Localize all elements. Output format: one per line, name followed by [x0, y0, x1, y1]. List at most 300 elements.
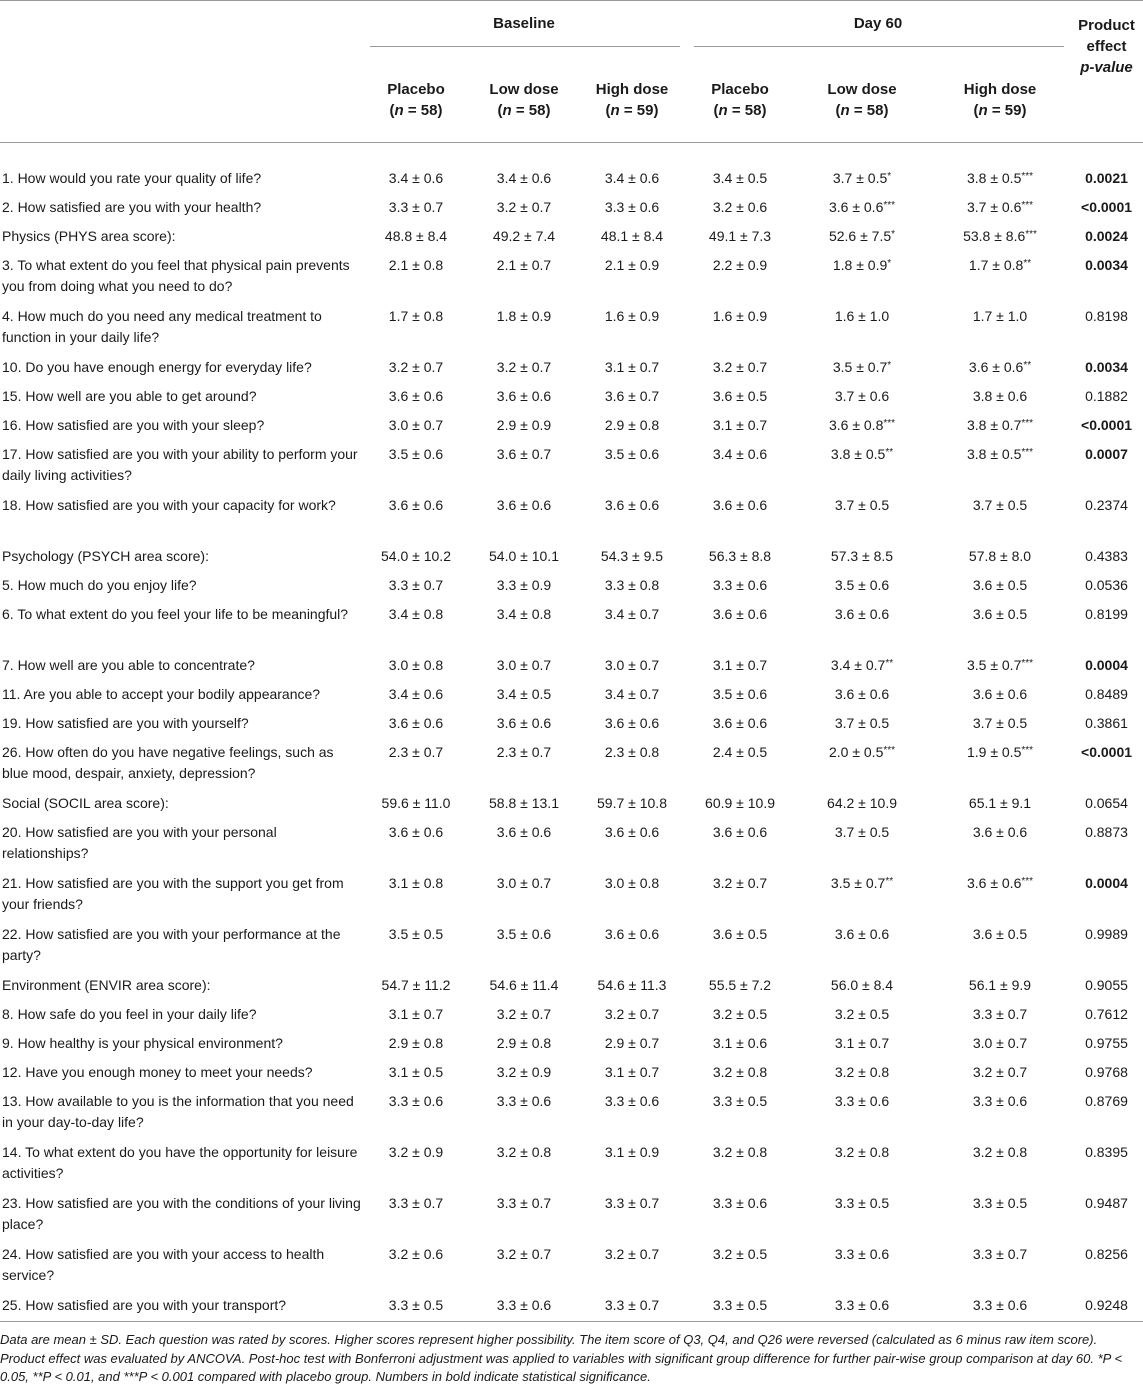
value-cell: [686, 652, 794, 681]
value-cell: [686, 165, 794, 194]
value-cell: [470, 1030, 578, 1059]
value-cell: [362, 1030, 470, 1059]
pvalue-cell: 0.8873: [1085, 824, 1128, 840]
value-text: 2.9 ± 0.8: [496, 1035, 552, 1051]
row-question-label: 18. How satisfied are you with your capacity for work?: [2, 497, 336, 513]
value-cell: [930, 572, 1070, 601]
day60-group-header: [686, 1, 1070, 62]
value-cell: [686, 252, 794, 303]
value-cell: [794, 1190, 930, 1241]
value-cell: [362, 572, 470, 601]
pvalue-cell: 0.7612: [1085, 1006, 1128, 1022]
value-text: 3.1 ± 0.7: [712, 417, 768, 433]
table-row: [0, 1088, 1143, 1139]
table-body: [0, 143, 1143, 1322]
value-cell: [794, 303, 930, 354]
row-question-label: 13. How available to you is the information that you need in your day-to-day life?: [2, 1093, 354, 1130]
significance-stars: **: [885, 658, 894, 669]
value-cell: [578, 572, 686, 601]
value-text: 2.1 ± 0.9: [604, 257, 660, 273]
table-row: [0, 921, 1143, 972]
value-text: 3.4 ± 0.6: [496, 170, 552, 186]
value-cell: [470, 252, 578, 303]
value-text: 1.7 ± 0.8: [388, 308, 444, 324]
value-cell: [794, 870, 930, 921]
value-cell: [686, 790, 794, 819]
value-text: 3.3 ± 0.7: [972, 1246, 1028, 1262]
value-cell: [794, 1292, 930, 1322]
significance-stars: **: [885, 876, 894, 887]
row-question-label: 23. How satisfied are you with the conditions of your living place?: [2, 1195, 361, 1232]
value-text: 2.9 ± 0.9: [496, 417, 552, 433]
value-text: 3.1 ± 0.7: [834, 1035, 890, 1051]
value-text: 54.3 ± 9.5: [600, 548, 664, 564]
value-text: 3.7 ± 0.5: [834, 715, 890, 731]
pvalue-header-line3: p-value: [1080, 59, 1133, 76]
value-cell: [578, 1190, 686, 1241]
table-row: [0, 165, 1143, 194]
value-text: 2.0 ± 0.5: [828, 744, 884, 760]
value-cell: [930, 252, 1070, 303]
value-cell: [578, 710, 686, 739]
column-header-n: (n = 58): [713, 102, 767, 119]
value-text: 3.6 ± 0.7: [604, 388, 660, 404]
value-text: 3.3 ± 0.5: [712, 1093, 768, 1109]
value-cell: [930, 354, 1070, 383]
value-cell: [930, 223, 1070, 252]
column-header-n: (n = 59): [605, 102, 659, 119]
value-cell: [578, 1001, 686, 1030]
row-question-label: 24. How satisfied are you with your access to health service?: [2, 1246, 325, 1283]
value-cell: [578, 652, 686, 681]
value-text: 3.4 ± 0.6: [388, 686, 444, 702]
value-cell: [470, 681, 578, 710]
value-text: 2.9 ± 0.7: [604, 1035, 660, 1051]
value-cell: [930, 543, 1070, 572]
column-header-n: (n = 58): [835, 102, 889, 119]
value-cell: [794, 1139, 930, 1190]
value-text: 1.8 ± 0.9: [496, 308, 552, 324]
value-cell: [362, 1088, 470, 1139]
value-cell: [686, 303, 794, 354]
value-text: 3.2 ± 0.7: [712, 875, 768, 891]
value-text: 3.5 ± 0.6: [834, 577, 890, 593]
pvalue-header: [1070, 1, 1143, 143]
value-cell: [930, 1059, 1070, 1088]
table-header: [0, 1, 1143, 143]
value-cell: [470, 972, 578, 1001]
value-text: 53.8 ± 8.6: [963, 228, 1026, 244]
table-row: [0, 739, 1143, 790]
value-cell: [930, 412, 1070, 441]
value-text: 3.6 ± 0.6: [496, 497, 552, 513]
column-header-name: Low dose: [489, 81, 559, 98]
value-text: 3.8 ± 0.5: [830, 446, 886, 462]
value-text: 54.6 ± 11.4: [489, 977, 559, 993]
value-cell: [930, 1001, 1070, 1030]
value-text: 3.6 ± 0.5: [712, 388, 768, 404]
significance-stars: ***: [1021, 447, 1034, 458]
value-text: 3.6 ± 0.6: [828, 199, 884, 215]
value-cell: [686, 1059, 794, 1088]
value-text: 3.6 ± 0.6: [712, 715, 768, 731]
value-cell: [362, 441, 470, 492]
column-header-5: [930, 61, 1070, 143]
day60-label: Day 60: [853, 15, 903, 32]
value-text: 3.1 ± 0.7: [712, 657, 768, 673]
value-cell: [794, 194, 930, 223]
value-cell: [470, 1292, 578, 1322]
value-cell: [470, 819, 578, 870]
value-text: 3.0 ± 0.8: [604, 875, 660, 891]
table-row: [0, 223, 1143, 252]
pvalue-header-line2: effect: [1086, 38, 1127, 55]
table-row: [0, 1059, 1143, 1088]
significance-stars: **: [885, 447, 894, 458]
value-cell: [362, 492, 470, 543]
value-cell: [930, 1030, 1070, 1059]
value-cell: [578, 1059, 686, 1088]
value-text: 3.3 ± 0.7: [604, 1195, 660, 1211]
row-question-label: 20. How satisfied are you with your personal relationships?: [2, 824, 277, 861]
value-text: 3.7 ± 0.5: [972, 497, 1028, 513]
value-cell: [578, 1030, 686, 1059]
value-text: 58.8 ± 13.1: [489, 795, 559, 811]
value-cell: [794, 412, 930, 441]
row-question-label: 6. To what extent do you feel your life to be meaningful?: [2, 606, 349, 622]
column-header-name: High dose: [963, 81, 1037, 98]
value-cell: [794, 492, 930, 543]
significance-stars: ***: [883, 418, 896, 429]
table-row: [0, 1030, 1143, 1059]
significance-stars: ***: [1021, 171, 1034, 182]
value-text: 3.2 ± 0.5: [834, 1006, 890, 1022]
value-cell: [686, 441, 794, 492]
value-text: 2.3 ± 0.7: [388, 744, 444, 760]
value-cell: [930, 1088, 1070, 1139]
value-text: 3.3 ± 0.9: [496, 577, 552, 593]
value-text: 3.2 ± 0.5: [712, 1246, 768, 1262]
value-text: 3.6 ± 0.6: [496, 388, 552, 404]
value-cell: [794, 1059, 930, 1088]
value-text: 54.0 ± 10.2: [381, 548, 451, 564]
value-cell: [362, 1001, 470, 1030]
value-text: 3.8 ± 0.7: [966, 417, 1022, 433]
value-cell: [686, 412, 794, 441]
value-text: 2.9 ± 0.8: [604, 417, 660, 433]
value-text: 3.7 ± 0.5: [972, 715, 1028, 731]
value-cell: [470, 412, 578, 441]
value-cell: [578, 681, 686, 710]
value-cell: [470, 492, 578, 543]
value-text: 3.1 ± 0.9: [604, 1144, 660, 1160]
value-cell: [578, 870, 686, 921]
value-text: 3.3 ± 0.7: [604, 1297, 660, 1313]
value-cell: [794, 921, 930, 972]
value-text: 3.0 ± 0.7: [388, 417, 444, 433]
value-text: 3.3 ± 0.6: [496, 1297, 552, 1313]
value-text: 2.1 ± 0.7: [496, 257, 552, 273]
value-text: 2.3 ± 0.8: [604, 744, 660, 760]
value-cell: [362, 1292, 470, 1322]
value-cell: [470, 1088, 578, 1139]
pvalue-cell: 0.8395: [1085, 1144, 1128, 1160]
value-text: 3.7 ± 0.5: [834, 824, 890, 840]
column-header-n: (n = 58): [389, 102, 443, 119]
table-row: [0, 303, 1143, 354]
value-cell: [794, 819, 930, 870]
significance-stars: ***: [1021, 418, 1034, 429]
column-header-row: [0, 61, 1143, 143]
value-cell: [362, 1190, 470, 1241]
pvalue-cell: 0.9755: [1085, 1035, 1128, 1051]
value-text: 3.4 ± 0.6: [712, 446, 768, 462]
value-text: 56.0 ± 8.4: [830, 977, 894, 993]
value-text: 3.6 ± 0.5: [972, 606, 1028, 622]
value-cell: [362, 652, 470, 681]
value-cell: [686, 572, 794, 601]
value-cell: [930, 681, 1070, 710]
value-cell: [578, 441, 686, 492]
value-cell: [686, 1292, 794, 1322]
table-row: [0, 383, 1143, 412]
value-cell: [362, 870, 470, 921]
value-text: 54.6 ± 11.3: [597, 977, 667, 993]
row-question-label: 1. How would you rate your quality of life?: [2, 170, 262, 186]
table-row: [0, 652, 1143, 681]
baseline-underline: [370, 46, 680, 47]
value-text: 3.0 ± 0.7: [604, 657, 660, 673]
value-text: 3.3 ± 0.6: [712, 1195, 768, 1211]
value-text: 3.2 ± 0.6: [712, 199, 768, 215]
table-row: [0, 441, 1143, 492]
pvalue-cell: <0.0001: [1081, 199, 1133, 215]
row-question-label: Psychology (PSYCH area score):: [2, 548, 209, 564]
value-text: 3.3 ± 0.5: [388, 1297, 444, 1313]
value-cell: [578, 1088, 686, 1139]
row-question-label: 19. How satisfied are you with yourself?: [2, 715, 249, 731]
value-cell: [930, 165, 1070, 194]
row-question-label: 5. How much do you enjoy life?: [2, 577, 197, 593]
pvalue-cell: <0.0001: [1081, 417, 1133, 433]
value-cell: [470, 165, 578, 194]
significance-stars: *: [891, 229, 896, 240]
significance-stars: **: [1023, 258, 1032, 269]
table-row: [0, 572, 1143, 601]
value-text: 1.8 ± 0.9: [832, 257, 888, 273]
value-cell: [686, 1139, 794, 1190]
value-cell: [578, 739, 686, 790]
value-cell: [470, 441, 578, 492]
value-cell: [794, 383, 930, 412]
value-cell: [578, 921, 686, 972]
value-text: 54.7 ± 11.2: [381, 977, 451, 993]
column-header-4: [794, 61, 930, 143]
value-cell: [362, 681, 470, 710]
baseline-group-header: [362, 1, 686, 62]
value-text: 49.1 ± 7.3: [708, 228, 772, 244]
value-text: 59.7 ± 10.8: [597, 795, 667, 811]
value-text: 3.4 ± 0.8: [496, 606, 552, 622]
row-question-label: 26. How often do you have negative feelings, such as blue mood, despair, anxiety, depression?: [2, 744, 334, 781]
value-cell: [362, 383, 470, 412]
value-cell: [578, 790, 686, 819]
value-cell: [686, 1088, 794, 1139]
value-cell: [794, 1241, 930, 1292]
table-row: [0, 252, 1143, 303]
table-row: [0, 492, 1143, 543]
value-text: 3.6 ± 0.8: [828, 417, 884, 433]
table-row: [0, 1292, 1143, 1322]
value-cell: [470, 790, 578, 819]
significance-stars: **: [1023, 360, 1032, 371]
value-cell: [470, 601, 578, 652]
significance-stars: ***: [1021, 745, 1034, 756]
value-text: 59.6 ± 11.0: [381, 795, 451, 811]
value-cell: [578, 1139, 686, 1190]
value-text: 3.2 ± 0.7: [604, 1006, 660, 1022]
value-cell: [930, 921, 1070, 972]
value-cell: [686, 1030, 794, 1059]
value-text: 3.5 ± 0.6: [388, 446, 444, 462]
table-row: [0, 870, 1143, 921]
value-text: 2.3 ± 0.7: [496, 744, 552, 760]
table-footnote: Data are mean ± SD. Each question was rated by scores. Higher scores represent higher possibility. The item score of Q3, Q4, and Q26 were reversed (calculated as 6 minus raw item score). Product effect was evaluated by ANCOVA. Post-hoc test with Bonferroni adjustment was applied to variables with significant group difference for further pair-wise group comparison at day 60. *P < 0.05, **P < 0.01, and ***P < 0.001 compared with placebo group. Numbers in bold indicate statistical significance.: [0, 1332, 1123, 1384]
value-cell: [362, 710, 470, 739]
value-text: 3.5 ± 0.6: [604, 446, 660, 462]
value-text: 48.1 ± 8.4: [600, 228, 664, 244]
table-row: [0, 790, 1143, 819]
value-cell: [686, 383, 794, 412]
value-cell: [362, 1139, 470, 1190]
value-cell: [362, 165, 470, 194]
significance-stars: ***: [1025, 229, 1037, 240]
value-cell: [686, 681, 794, 710]
value-text: 3.3 ± 0.8: [604, 577, 660, 593]
value-cell: [578, 223, 686, 252]
value-text: 3.6 ± 0.6: [834, 926, 890, 942]
row-question-label: 2. How satisfied are you with your health?: [2, 199, 262, 215]
value-text: 57.3 ± 8.5: [830, 548, 894, 564]
value-text: 3.4 ± 0.6: [388, 170, 444, 186]
value-text: 3.6 ± 0.6: [972, 824, 1028, 840]
value-cell: [686, 194, 794, 223]
row-question-label: 14. To what extent do you have the opportunity for leisure activities?: [2, 1144, 358, 1181]
value-cell: [930, 492, 1070, 543]
value-text: 3.3 ± 0.6: [834, 1093, 890, 1109]
value-cell: [686, 739, 794, 790]
value-text: 3.1 ± 0.6: [712, 1035, 768, 1051]
value-cell: [930, 1139, 1070, 1190]
value-text: 3.3 ± 0.6: [388, 1093, 444, 1109]
value-text: 3.3 ± 0.7: [972, 1006, 1028, 1022]
pvalue-cell: 0.2374: [1085, 497, 1128, 513]
row-question-label: 4. How much do you need any medical treatment to function in your daily life?: [2, 308, 322, 345]
value-text: 3.1 ± 0.5: [388, 1064, 444, 1080]
value-cell: [930, 303, 1070, 354]
value-text: 3.2 ± 0.7: [496, 1006, 552, 1022]
value-cell: [362, 252, 470, 303]
value-text: 3.2 ± 0.8: [712, 1144, 768, 1160]
row-question-label: 9. How healthy is your physical environment?: [2, 1035, 283, 1051]
value-cell: [578, 492, 686, 543]
value-cell: [794, 543, 930, 572]
value-text: 3.6 ± 0.6: [604, 824, 660, 840]
value-cell: [794, 354, 930, 383]
value-cell: [686, 1241, 794, 1292]
row-question-label: 25. How satisfied are you with your transport?: [0, 1292, 362, 1322]
value-text: 3.5 ± 0.7: [832, 359, 888, 375]
value-text: 3.8 ± 0.6: [972, 388, 1028, 404]
pvalue-header-line1: Product: [1078, 17, 1135, 34]
value-cell: [930, 1190, 1070, 1241]
row-question-label: Social (SOCIL area score):: [2, 795, 169, 811]
value-text: 3.0 ± 0.7: [972, 1035, 1028, 1051]
value-cell: [794, 681, 930, 710]
pvalue-cell: 0.3861: [1085, 715, 1128, 731]
value-cell: [686, 972, 794, 1001]
row-question-label: 3. To what extent do you feel that physical pain prevents you from doing what you need to do?: [2, 257, 350, 294]
value-text: 3.2 ± 0.8: [712, 1064, 768, 1080]
day60-underline: [694, 46, 1064, 47]
value-cell: [578, 252, 686, 303]
value-text: 3.2 ± 0.7: [604, 1246, 660, 1262]
row-question-label: 17. How satisfied are you with your ability to perform your daily living activities?: [2, 446, 358, 483]
value-text: 3.6 ± 0.6: [388, 497, 444, 513]
value-text: 3.7 ± 0.5: [834, 497, 890, 513]
column-header-3: [686, 61, 794, 143]
value-text: 3.1 ± 0.7: [604, 359, 660, 375]
table-row: [0, 194, 1143, 223]
value-text: 3.3 ± 0.5: [972, 1195, 1028, 1211]
significance-stars: ***: [883, 745, 896, 756]
significance-stars: ***: [1021, 200, 1034, 211]
value-cell: [794, 441, 930, 492]
value-text: 3.6 ± 0.6: [834, 606, 890, 622]
value-text: 3.7 ± 0.6: [834, 388, 890, 404]
value-cell: [794, 223, 930, 252]
table-row: [0, 710, 1143, 739]
pvalue-cell: 0.0007: [1085, 446, 1128, 462]
value-text: 3.6 ± 0.6: [604, 497, 660, 513]
pvalue-cell: 0.0021: [1085, 170, 1128, 186]
row-question-label: Physics (PHYS area score):: [2, 228, 176, 244]
header-empty-cell-2: [0, 61, 362, 143]
value-text: 3.6 ± 0.6: [712, 824, 768, 840]
value-cell: [578, 383, 686, 412]
value-text: 3.0 ± 0.8: [388, 657, 444, 673]
value-cell: [686, 870, 794, 921]
value-text: 3.4 ± 0.7: [604, 686, 660, 702]
pvalue-cell: 0.8489: [1085, 686, 1128, 702]
column-header-name: Placebo: [387, 81, 445, 98]
significance-stars: ***: [883, 200, 896, 211]
value-cell: [470, 354, 578, 383]
value-cell: [362, 543, 470, 572]
value-text: 3.3 ± 0.6: [972, 1093, 1028, 1109]
pvalue-cell: 0.0034: [1085, 359, 1128, 375]
value-text: 3.6 ± 0.7: [496, 446, 552, 462]
value-text: 3.7 ± 0.5: [832, 170, 888, 186]
table-row: [0, 681, 1143, 710]
value-text: 3.2 ± 0.9: [496, 1064, 552, 1080]
value-text: 3.3 ± 0.6: [972, 1297, 1028, 1313]
column-header-n: (n = 59): [973, 102, 1027, 119]
value-cell: [470, 710, 578, 739]
value-text: 3.6 ± 0.6: [604, 715, 660, 731]
value-cell: [470, 1241, 578, 1292]
spacer-row: [0, 143, 1143, 166]
